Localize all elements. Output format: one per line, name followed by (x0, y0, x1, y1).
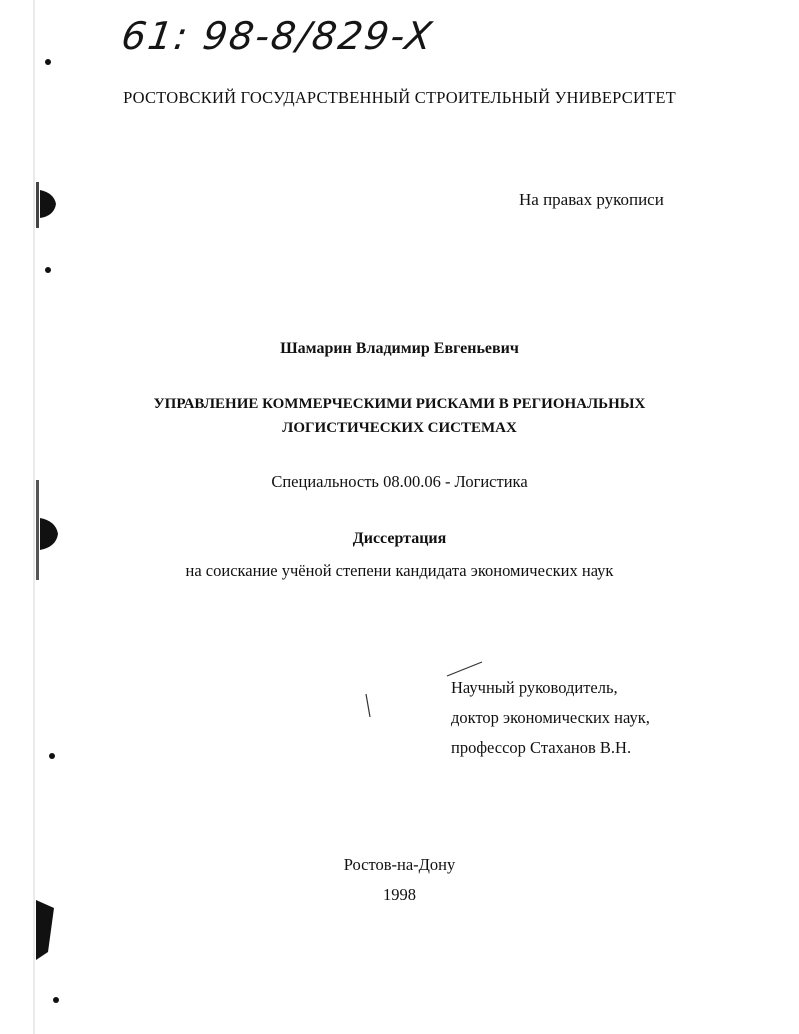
advisor-line-1: Научный руководитель, (451, 678, 618, 697)
degree-description: на соискание учёной степени кандидата экономических наук (185, 561, 614, 580)
specialty: Специальность 08.00.06 - Логистика (271, 472, 528, 491)
author-name: Шамарин Владимир Евгеньевич (280, 340, 519, 357)
university-name: РОСТОВСКИЙ ГОСУДАРСТВЕННЫЙ СТРОИТЕЛЬНЫЙ УНИВЕРСИТЕТ (123, 88, 676, 107)
archive-number-handwritten: 61: 98-8/829-X (118, 14, 437, 58)
advisor-line-2: доктор экономических наук, (451, 708, 650, 727)
year: 1998 (383, 885, 416, 904)
dissertation-title-line-2: ЛОГИСТИЧЕСКИХ СИСТЕМАХ (282, 420, 517, 436)
manuscript-note: На правах рукописи (519, 190, 664, 209)
document-type: Диссертация (352, 530, 447, 547)
city: Ростов-на-Дону (343, 855, 456, 874)
dissertation-title-line-1: УПРАВЛЕНИЕ КОММЕРЧЕСКИМИ РИСКАМИ В РЕГИОНАЛЬНЫХ (153, 396, 646, 412)
advisor-line-3: профессор Стаханов В.Н. (451, 738, 632, 757)
